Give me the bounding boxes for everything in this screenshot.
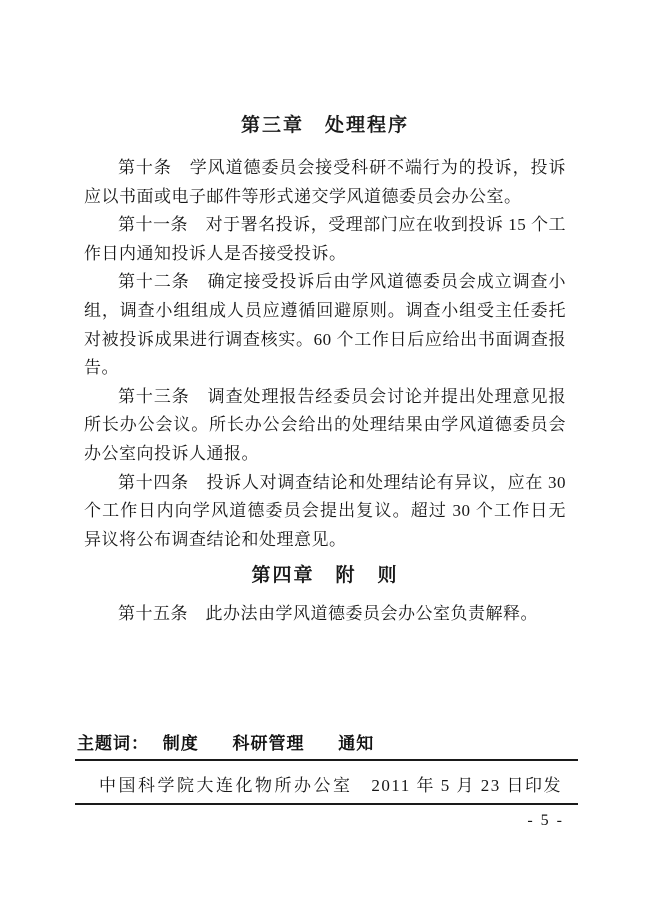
print-date: 2011 年 5 月 23 日印发 xyxy=(371,776,562,795)
chapter3-heading: 第三章 处理程序 xyxy=(240,115,409,136)
publisher-row xyxy=(75,761,578,805)
article-13: 第十三条 调查处理报告经委员会讨论并提出处理意见报所长办公会议。所长办公会给出的处理结果由学风道德委员会办公室向投诉人通报。 xyxy=(84,386,566,463)
document-body xyxy=(84,154,566,629)
subject-keyword: 通知 xyxy=(338,734,375,753)
publisher-name: 中国科学院大连化物所办公室 xyxy=(99,776,353,795)
subject-row xyxy=(75,729,578,761)
page-number: - 5 - xyxy=(527,812,564,829)
article-10: 第十条 学风道德委员会接受科研不端行为的投诉，投诉应以书面或电子邮件等形式递交学风道德委员会办公室。 xyxy=(84,158,566,206)
subject-keyword: 科研管理 xyxy=(232,734,305,753)
chapter4-heading: 第四章 附 则 xyxy=(251,565,399,587)
article-15: 第十五条 此办法由学风道德委员会办公室负责解释。 xyxy=(118,604,538,624)
article-12: 第十二条 确定接受投诉后由学风道德委员会成立调查小组，调查小组组成人员应遵循回避原则。调查小组受主任委托对被投诉成果进行调查核实。60 个工作日后应给出书面调查报告。 xyxy=(84,272,566,378)
article-11: 第十一条 对于署名投诉，受理部门应在收到投诉 15 个工作日内通知投诉人是否接受投诉。 xyxy=(84,215,566,263)
subject-label: 主题词： xyxy=(77,734,149,753)
subject-keyword: 制度 xyxy=(162,734,199,753)
article-14: 第十四条 投诉人对调查结论和处理结论有异议，应在 30 个工作日内向学风道德委员会提出复议。超过 30 个工作日无异议将公布调查结论和处理意见。 xyxy=(84,472,566,549)
document-footer xyxy=(75,729,578,805)
